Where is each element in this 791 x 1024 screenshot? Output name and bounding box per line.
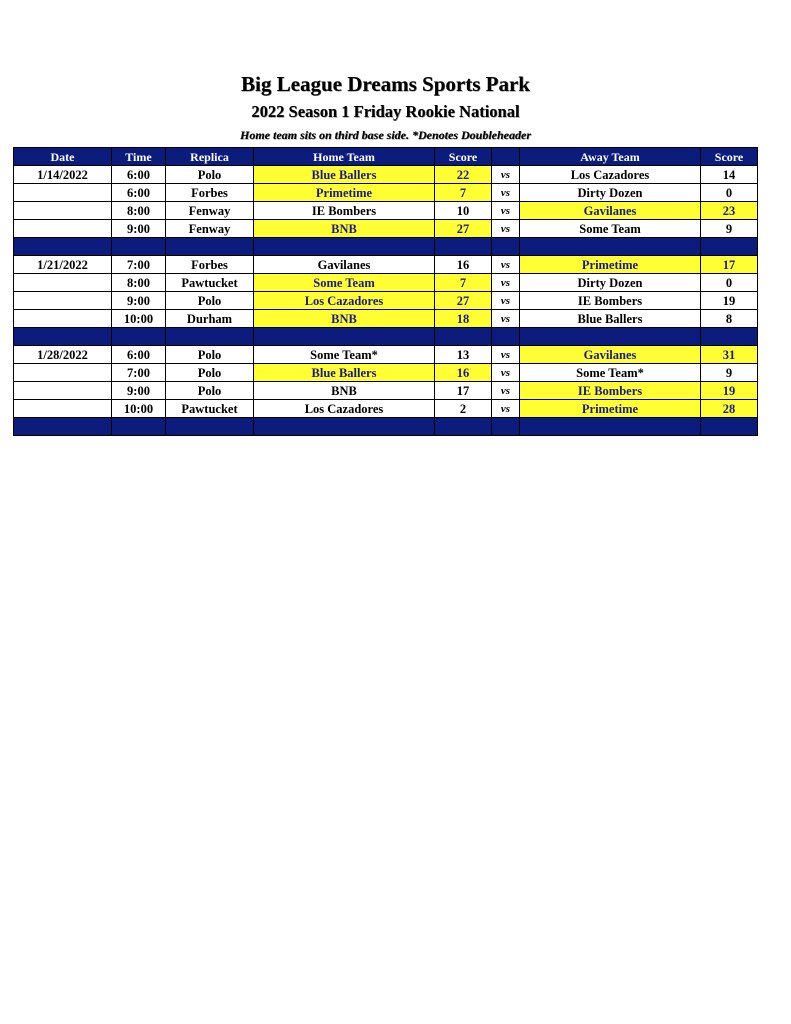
vs-cell: vs (492, 256, 520, 274)
away-score-cell: 28 (701, 400, 758, 418)
home-team-cell: Primetime (254, 184, 435, 202)
vs-cell: vs (492, 184, 520, 202)
field-cell: Fenway (166, 202, 254, 220)
separator-cell (166, 328, 254, 346)
home-score-cell: 13 (435, 346, 492, 364)
time-cell: 9:00 (112, 220, 166, 238)
time-cell: 7:00 (112, 364, 166, 382)
week-separator (14, 238, 758, 256)
away-score-cell: 9 (701, 220, 758, 238)
game-row (14, 310, 758, 328)
page-title: Big League Dreams Sports Park (241, 72, 530, 96)
vs-cell: vs (492, 346, 520, 364)
separator-cell (112, 238, 166, 256)
column-header: Replica (166, 148, 254, 166)
home-score-cell: 7 (435, 274, 492, 292)
separator-cell (435, 418, 492, 436)
separator-cell (166, 238, 254, 256)
column-header: Away Team (520, 148, 701, 166)
separator-cell (14, 238, 112, 256)
game-row (14, 256, 758, 274)
vs-cell: vs (492, 310, 520, 328)
separator-cell (492, 418, 520, 436)
time-cell: 8:00 (112, 202, 166, 220)
separator-cell (701, 238, 758, 256)
date-cell (14, 202, 112, 220)
week-separator (14, 418, 758, 436)
column-header (492, 148, 520, 166)
home-team-cell: Gavilanes (254, 256, 435, 274)
date-cell: 1/14/2022 (14, 166, 112, 184)
home-score-cell: 7 (435, 184, 492, 202)
time-cell: 7:00 (112, 256, 166, 274)
home-team-cell: Blue Ballers (254, 364, 435, 382)
field-cell: Pawtucket (166, 274, 254, 292)
column-header: Score (701, 148, 758, 166)
away-score-cell: 0 (701, 274, 758, 292)
date-cell: 1/21/2022 (14, 256, 112, 274)
separator-cell (112, 418, 166, 436)
away-team-cell: Dirty Dozen (520, 274, 701, 292)
home-team-cell: Los Cazadores (254, 292, 435, 310)
away-score-cell: 31 (701, 346, 758, 364)
home-score-cell: 27 (435, 292, 492, 310)
vs-cell: vs (492, 166, 520, 184)
away-team-cell: Los Cazadores (520, 166, 701, 184)
date-cell (14, 364, 112, 382)
away-score-cell: 19 (701, 292, 758, 310)
time-cell: 6:00 (112, 166, 166, 184)
week-separator (14, 328, 758, 346)
field-cell: Forbes (166, 256, 254, 274)
date-cell: 1/28/2022 (14, 346, 112, 364)
field-cell: Polo (166, 166, 254, 184)
time-cell: 10:00 (112, 310, 166, 328)
away-team-cell: Gavilanes (520, 346, 701, 364)
separator-cell (520, 238, 701, 256)
date-cell (14, 292, 112, 310)
away-team-cell: Gavilanes (520, 202, 701, 220)
away-score-cell: 9 (701, 364, 758, 382)
separator-cell (520, 328, 701, 346)
separator-cell (112, 328, 166, 346)
date-cell (14, 382, 112, 400)
separator-cell (166, 418, 254, 436)
vs-cell: vs (492, 364, 520, 382)
home-score-cell: 16 (435, 364, 492, 382)
column-header: Home Team (254, 148, 435, 166)
time-cell: 8:00 (112, 274, 166, 292)
vs-cell: vs (492, 382, 520, 400)
schedule-note: Home team sits on third base side. *Denotes Doubleheader (240, 128, 531, 142)
away-team-cell: IE Bombers (520, 382, 701, 400)
field-cell: Polo (166, 364, 254, 382)
time-cell: 10:00 (112, 400, 166, 418)
separator-cell (520, 418, 701, 436)
separator-cell (492, 328, 520, 346)
vs-cell: vs (492, 202, 520, 220)
date-cell (14, 310, 112, 328)
separator-cell (14, 328, 112, 346)
time-cell: 9:00 (112, 292, 166, 310)
game-row (14, 274, 758, 292)
game-row (14, 364, 758, 382)
away-team-cell: IE Bombers (520, 292, 701, 310)
away-score-cell: 14 (701, 166, 758, 184)
home-score-cell: 27 (435, 220, 492, 238)
field-cell: Polo (166, 292, 254, 310)
separator-cell (435, 328, 492, 346)
game-row (14, 400, 758, 418)
field-cell: Fenway (166, 220, 254, 238)
schedule-table (13, 147, 758, 436)
separator-cell (701, 418, 758, 436)
away-score-cell: 23 (701, 202, 758, 220)
away-score-cell: 19 (701, 382, 758, 400)
vs-cell: vs (492, 274, 520, 292)
field-cell: Pawtucket (166, 400, 254, 418)
separator-cell (254, 238, 435, 256)
vs-cell: vs (492, 220, 520, 238)
game-row (14, 166, 758, 184)
away-team-cell: Some Team (520, 220, 701, 238)
home-team-cell: Some Team (254, 274, 435, 292)
time-cell: 6:00 (112, 346, 166, 364)
home-team-cell: BNB (254, 220, 435, 238)
vs-cell: vs (492, 400, 520, 418)
away-team-cell: Dirty Dozen (520, 184, 701, 202)
separator-cell (492, 238, 520, 256)
game-row (14, 202, 758, 220)
field-cell: Polo (166, 346, 254, 364)
separator-cell (701, 328, 758, 346)
vs-cell: vs (492, 292, 520, 310)
game-row (14, 346, 758, 364)
table-header-row (14, 148, 758, 166)
home-team-cell: Some Team* (254, 346, 435, 364)
away-score-cell: 17 (701, 256, 758, 274)
separator-cell (14, 418, 112, 436)
away-score-cell: 8 (701, 310, 758, 328)
field-cell: Durham (166, 310, 254, 328)
away-team-cell: Some Team* (520, 364, 701, 382)
game-row (14, 292, 758, 310)
time-cell: 9:00 (112, 382, 166, 400)
game-row (14, 184, 758, 202)
date-cell (14, 274, 112, 292)
home-team-cell: BNB (254, 382, 435, 400)
away-score-cell: 0 (701, 184, 758, 202)
column-header: Date (14, 148, 112, 166)
home-score-cell: 22 (435, 166, 492, 184)
away-team-cell: Primetime (520, 400, 701, 418)
home-team-cell: BNB (254, 310, 435, 328)
schedule-body (14, 166, 758, 436)
home-team-cell: Los Cazadores (254, 400, 435, 418)
home-score-cell: 10 (435, 202, 492, 220)
field-cell: Forbes (166, 184, 254, 202)
field-cell: Polo (166, 382, 254, 400)
home-score-cell: 18 (435, 310, 492, 328)
column-header: Time (112, 148, 166, 166)
home-team-cell: IE Bombers (254, 202, 435, 220)
time-cell: 6:00 (112, 184, 166, 202)
separator-cell (254, 418, 435, 436)
home-score-cell: 17 (435, 382, 492, 400)
date-cell (14, 184, 112, 202)
column-header: Score (435, 148, 492, 166)
date-cell (14, 400, 112, 418)
date-cell (14, 220, 112, 238)
away-team-cell: Blue Ballers (520, 310, 701, 328)
page-subtitle: 2022 Season 1 Friday Rookie National (251, 102, 520, 121)
separator-cell (254, 328, 435, 346)
home-score-cell: 2 (435, 400, 492, 418)
separator-cell (435, 238, 492, 256)
home-score-cell: 16 (435, 256, 492, 274)
home-team-cell: Blue Ballers (254, 166, 435, 184)
game-row (14, 220, 758, 238)
game-row (14, 382, 758, 400)
away-team-cell: Primetime (520, 256, 701, 274)
